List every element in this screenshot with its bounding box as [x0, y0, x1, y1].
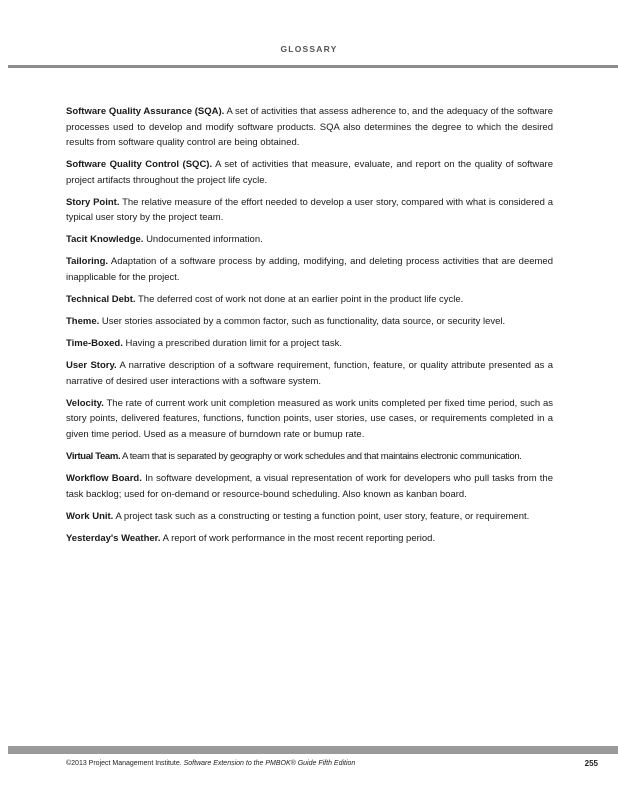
glossary-definition: A project task such as a constructing or testing a function point, user story, feature, or requirement. [115, 510, 530, 522]
glossary-definition: User stories associated by a common factor, such as functionality, data source, or security level. [101, 316, 506, 328]
glossary-term: Software Quality Assurance (SQA). [66, 106, 225, 117]
glossary-entry [66, 232, 553, 248]
glossary-entry [66, 104, 553, 151]
footer-copyright [66, 760, 355, 767]
glossary-term: Time-Boxed. [66, 338, 123, 350]
footer-bar [8, 746, 618, 754]
glossary-entry [66, 471, 553, 502]
glossary-term: User Story. [66, 360, 117, 372]
glossary-entry [66, 157, 553, 188]
glossary-definition: A set of activities that measure, evaluate, and report on the quality of software project artifacts throughout the project life cycle. [66, 159, 553, 186]
glossary-definition: The rate of current work unit completion measured as work units completed per fixed time period, such as story points, delivered features, functions, function points, user stories, use cases, or requirements completed in a given time period. Used as a measure of burndown rate or bumup rate. [66, 397, 554, 440]
glossary-entry [66, 292, 553, 308]
glossary-entry [66, 358, 553, 389]
glossary-term: Yesterday's Weather. [66, 532, 161, 544]
glossary-term: Velocity. [66, 397, 104, 409]
glossary-definition: A set of activities that assess adherence to, and the adequacy of the software processes used to develop and modify software products. SQA also determines the degree to which the desired results from software quality control are being obtained. [66, 106, 553, 148]
glossary-definition: In software development, a visual representation of work for developers who pull tasks from the task backlog; used for on-demand or resource-bound scheduling. Also known as kanban board. [66, 473, 554, 500]
glossary-entry [66, 336, 553, 352]
glossary-entry [66, 254, 553, 285]
glossary-term: Work Unit. [66, 510, 114, 522]
page-number: 255 [584, 759, 598, 768]
glossary-term: Theme. [66, 316, 100, 328]
glossary-entry [66, 314, 553, 330]
page-header-title: GLOSSARY [280, 44, 338, 54]
glossary-term: Tailoring. [66, 256, 109, 268]
glossary-entry [66, 449, 553, 465]
glossary-definition: A team that is separated by geography or work schedules and that maintains electronic communication. [122, 450, 522, 462]
glossary-term: Technical Debt. [66, 293, 136, 305]
book-title: Software Extension to the PMBOK® Guide Fifth Edition [183, 760, 356, 767]
glossary-term: Tacit Knowledge. [66, 234, 144, 246]
glossary-definition: A narrative description of a software requirement, function, feature, or quality attribute presented as a narrative of desired user interactions with a software system. [66, 360, 553, 387]
glossary-definition: The deferred cost of work not done at an earlier point in the product life cycle. [137, 293, 464, 305]
glossary-definition: Undocumented information. [146, 234, 263, 246]
glossary-term: Virtual Team. [66, 450, 121, 462]
glossary-term: Story Point. [66, 196, 120, 208]
glossary-entry [66, 509, 553, 525]
glossary-term: Software Quality Control (SQC). [66, 159, 213, 171]
glossary-entry [66, 396, 553, 443]
glossary-entry [66, 531, 553, 547]
glossary-term: Workflow Board. [66, 473, 142, 485]
glossary-entry [66, 195, 553, 226]
copyright-text: ©2013 Project Management Institute. [66, 760, 182, 767]
glossary-definition: The relative measure of the effort needed to develop a user story, compared with what is considered a typical user story by the project team. [66, 196, 554, 224]
header-rule [8, 65, 618, 68]
glossary-definition: A report of work performance in the most recent reporting period. [162, 532, 436, 544]
glossary-entries [66, 104, 553, 553]
glossary-definition: Having a prescribed duration limit for a project task. [125, 338, 342, 350]
glossary-definition: Adaptation of a software process by adding, modifying, and deleting process activities that are deemed inapplicable for the project. [66, 256, 553, 283]
